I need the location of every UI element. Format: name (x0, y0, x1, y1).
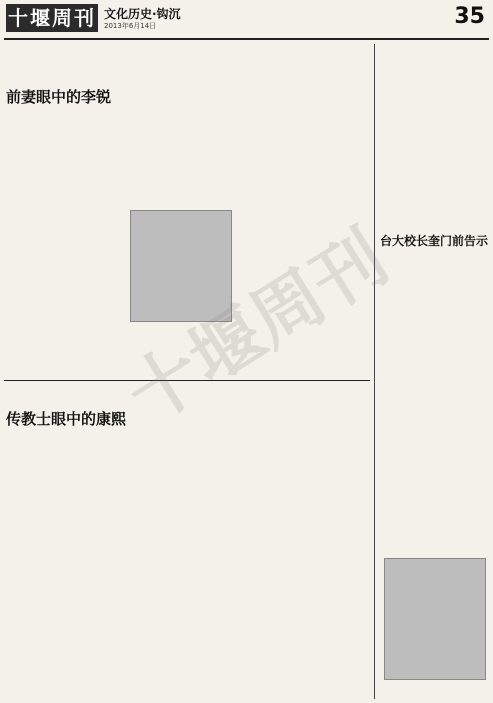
masthead-logo: 十堰周刊 (8, 6, 96, 30)
article2-column-2 (122, 442, 232, 698)
article2-title: 传教士眼中的康熙 (6, 410, 127, 428)
article1-title: 前妻眼中的李锐 (6, 88, 112, 106)
column-divider (374, 44, 375, 699)
article3-photo (384, 558, 486, 680)
article3-column (380, 262, 488, 552)
dateline: 2013年6月14日 (104, 22, 157, 30)
watermark: 十堰周刊 (112, 215, 402, 440)
article2-column-1 (6, 442, 116, 698)
article1-column-1 (6, 120, 116, 320)
masthead-rule (4, 38, 489, 40)
section-title: 文化历史·钩沉 (104, 7, 181, 21)
article1-photo (130, 210, 232, 322)
section-rule (4, 380, 370, 381)
masthead (0, 0, 493, 38)
article3-title: 台大校长奎门前告示 (380, 234, 489, 248)
page-number: 35 (454, 4, 485, 29)
article2-column-3 (238, 442, 370, 698)
article1-column-3 (238, 120, 348, 320)
